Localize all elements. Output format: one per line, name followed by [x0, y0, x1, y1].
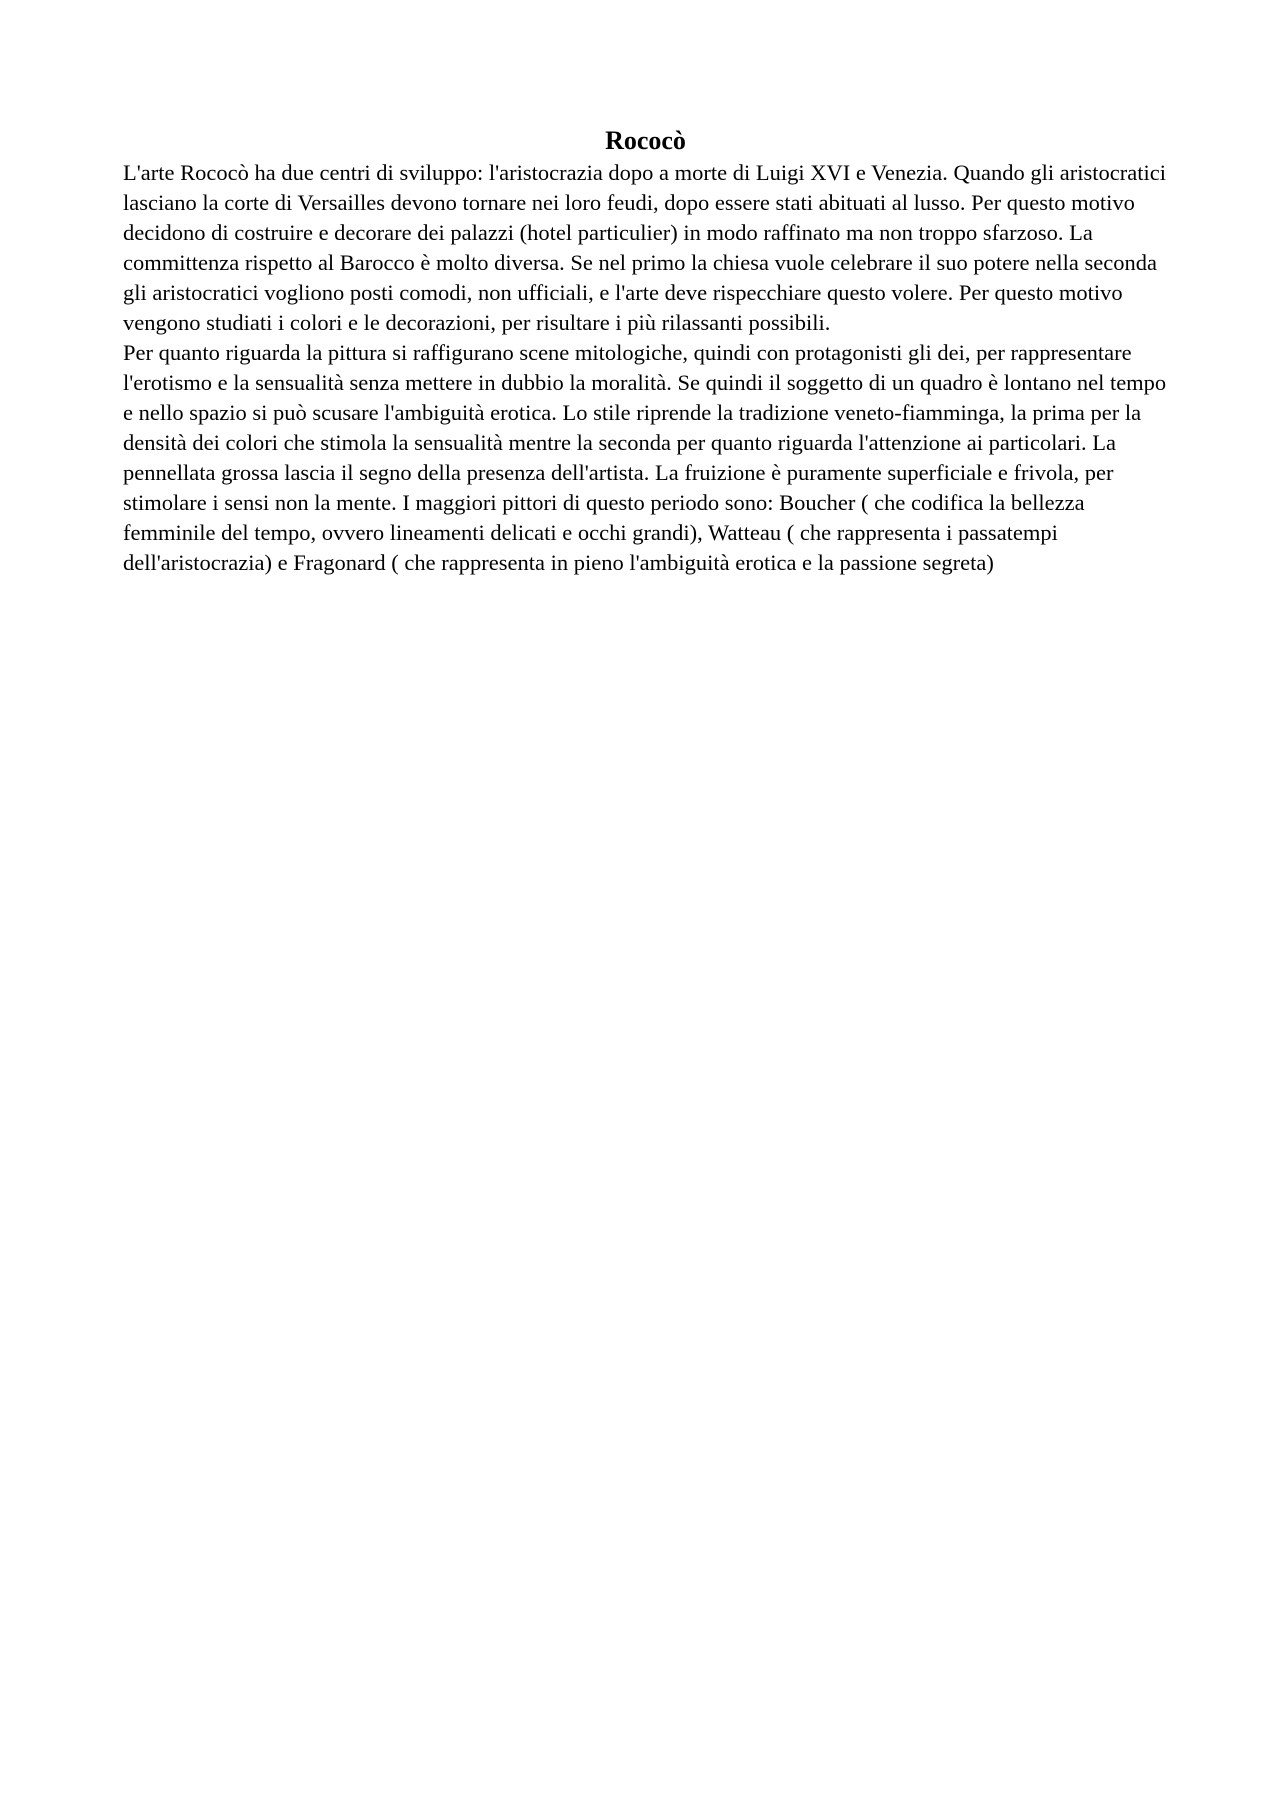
paragraph-painting: Per quanto riguarda la pittura si raffigurano scene mitologiche, quindi con protagonisti gli dei, per rappresentare l'erotismo e la sensualità senza mettere in dubbio la moralità. Se quindi il soggetto di un quadro è lontano nel tempo e nello spazio si può scusare l'ambiguità erotica. Lo stile riprende la tradizione veneto-fiamminga, la prima per la densità dei colori che stimola la sensualità mentre la seconda per quanto riguarda l'attenzione ai particolari. La pennellata grossa lascia il segno della presenza dell'artista. La fruizione è puramente superficiale e frivola, per stimolare i sensi non la mente. I maggiori pittori di questo periodo sono: Boucher ( che codifica la bellezza femminile del tempo, ovvero lineamenti delicati e occhi grandi), Watteau ( che rappresenta i passatempi dell'aristocrazia) e Fragonard ( che rappresenta in pieno l'ambiguità erotica e la passione segreta) — [123, 340, 1167, 575]
paragraph-intro: L'arte Rococò ha due centri di sviluppo: l'aristocrazia dopo a morte di Luigi XVI e Venezia. Quando gli aristocratici lasciano la corte di Versailles devono tornare nei loro feudi, dopo essere stati abituati al lusso. Per questo motivo decidono di costruire e decorare dei palazzi (hotel particulier) in modo raffinato ma non troppo sfarzoso. La committenza rispetto al Barocco è molto diversa. Se nel primo la chiesa vuole celebrare il suo potere nella seconda gli aristocratici vogliono posti comodi, non ufficiali, e l'arte deve rispecchiare questo volere. Per questo motivo vengono studiati i colori e le decorazioni, per risultare i più rilassanti possibili. — [123, 160, 1166, 335]
document-body — [123, 124, 1168, 578]
document-title: Rococò — [605, 126, 686, 155]
